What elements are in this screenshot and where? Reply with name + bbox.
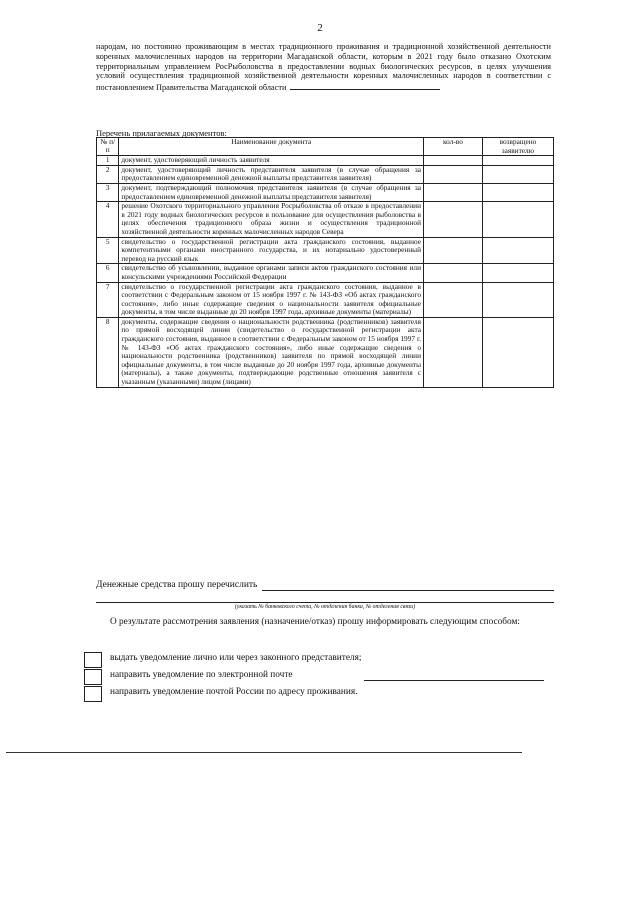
option-in-person-checkbox[interactable] xyxy=(84,652,102,668)
row-document-name: решение Охотского территориального управления Росрыболовства об отказе в предоставлении в 2021 году водных биологических ресурсов в пользование для осуществления рыболовства в целях обеспечения традиционного образа жизни и осуществления традиционной хозяйственной деятельности коренных малочисленных народов Севера xyxy=(119,202,424,237)
row-returned-cell[interactable] xyxy=(482,317,553,387)
row-number: 4 xyxy=(97,202,119,237)
header-number: № п/п xyxy=(97,138,119,156)
option-post-checkbox[interactable] xyxy=(84,686,102,702)
table-row xyxy=(97,264,554,282)
option-email-label: направить уведомление по электронной почте xyxy=(110,670,293,680)
row-returned-cell[interactable] xyxy=(482,183,553,201)
email-input-line[interactable] xyxy=(364,680,544,681)
row-returned-cell[interactable] xyxy=(482,237,553,264)
row-document-name: документ, удостоверяющий личность заявителя xyxy=(119,156,424,166)
header-document-name: Наименование документа xyxy=(119,138,424,156)
row-number: 7 xyxy=(97,282,119,317)
table-row xyxy=(97,156,554,166)
table-row xyxy=(97,183,554,201)
row-document-name: документы, содержащие сведения о национальности родственника (родственников) заявителя по прямой восходящей линии (свидетельство о государственной регистрации акта гражданского состояния, выданное в соответствии с Федеральным законом от 15 ноября 1997 г. № 143-ФЗ «Об актах гражданского состояния», либо иные содержащие сведения о национальности родственника (родственников) заявителя по прямой восходящей линии официальные документы, в том числе выданные до 20 ноября 1997 года, архивные документы (материалы), а также документы, подтверждающие родственные отношения заявителя с указанным (указанными) лицом (лицами) xyxy=(119,317,424,387)
header-quantity: кол-во xyxy=(423,138,482,156)
table-row xyxy=(97,165,554,183)
row-quantity-cell[interactable] xyxy=(423,317,482,387)
option-post-label: направить уведомление почтой России по адресу проживания. xyxy=(110,687,358,697)
row-returned-cell[interactable] xyxy=(482,156,553,166)
money-transfer-label: Денежные средства прошу перечислить xyxy=(96,580,258,590)
row-returned-cell[interactable] xyxy=(482,264,553,282)
table-row xyxy=(97,282,554,317)
row-number: 8 xyxy=(97,317,119,387)
table-row xyxy=(97,237,554,264)
row-quantity-cell[interactable] xyxy=(423,282,482,317)
row-quantity-cell[interactable] xyxy=(423,156,482,166)
row-document-name: свидетельство о государственной регистрации акта гражданского состояния, выданное в соответствии с Федеральным законом от 15 ноября 1997 г. № 143-ФЗ «Об актах гражданского состояния», либо иные содержащие сведения о национальности заявителя официальные документы, в том числе выданные до 20 ноября 1997 года, архивные документы (материалы) xyxy=(119,282,424,317)
documents-table-body xyxy=(97,156,554,387)
row-document-name: документ, подтверждающий полномочия представителя заявителя (в случае обращения за предоставлением единовременной денежной выплаты представителя заявителя) xyxy=(119,183,424,201)
documents-list-title: Перечень прилагаемых документов: xyxy=(96,128,227,138)
documents-table xyxy=(96,137,554,388)
intro-blank-line xyxy=(290,81,440,90)
row-number: 5 xyxy=(97,237,119,264)
row-quantity-cell[interactable] xyxy=(423,202,482,237)
row-document-name: свидетельство о государственной регистрации акта гражданского состояния, выданное компетентными органами иностранного государства, и их нотариально удостоверенный перевод на русский язык xyxy=(119,237,424,264)
table-row xyxy=(97,202,554,237)
row-returned-cell[interactable] xyxy=(482,165,553,183)
option-email-checkbox[interactable] xyxy=(84,669,102,685)
row-returned-cell[interactable] xyxy=(482,202,553,237)
row-quantity-cell[interactable] xyxy=(423,264,482,282)
bank-details-hint: (указать № банковского счета, № отделения банка, № отделения связи) xyxy=(234,604,416,610)
footer-separator-line xyxy=(6,752,522,753)
intro-text: народам, но постоянно проживающим в местах традиционного проживания и традиционной хозяйственной деятельности коренных малочисленных народов на территории Магаданской области, которым в 2021 году было отказано Охотским территориальным управлением РосРыболовства в предоставлении водных биологических ресурсов, в целях улучшения условий осуществления традиционной хозяйственной деятельности коренных малочисленных народов в соответствии с постановлением Правительства Магаданской области xyxy=(96,42,551,93)
header-returned: возвращено заявителю xyxy=(482,138,553,156)
row-quantity-cell[interactable] xyxy=(423,183,482,201)
row-returned-cell[interactable] xyxy=(482,282,553,317)
row-document-name: свидетельство об усыновлении, выданное органами записи актов гражданского состояния или консульскими учреждениями Российской Федерации xyxy=(119,264,424,282)
row-document-name: документ, удостоверяющий личность представителя заявителя (в случае обращения за предоставлением единовременной денежной выплаты представителя заявителя) xyxy=(119,165,424,183)
bank-details-input-line-2[interactable] xyxy=(96,602,554,603)
table-header-row xyxy=(97,138,554,156)
row-quantity-cell[interactable] xyxy=(423,165,482,183)
row-quantity-cell[interactable] xyxy=(423,237,482,264)
page-number: 2 xyxy=(317,22,323,34)
bank-details-input-line[interactable] xyxy=(262,590,554,591)
row-number: 3 xyxy=(97,183,119,201)
option-in-person-label: выдать уведомление лично или через законного представителя; xyxy=(110,653,362,663)
notification-method-paragraph: О результате рассмотрения заявления (назначение/отказ) прошу информировать следующим способом: xyxy=(110,617,520,627)
table-row xyxy=(97,317,554,387)
intro-paragraph xyxy=(96,42,551,93)
row-number: 2 xyxy=(97,165,119,183)
row-number: 6 xyxy=(97,264,119,282)
row-number: 1 xyxy=(97,156,119,166)
